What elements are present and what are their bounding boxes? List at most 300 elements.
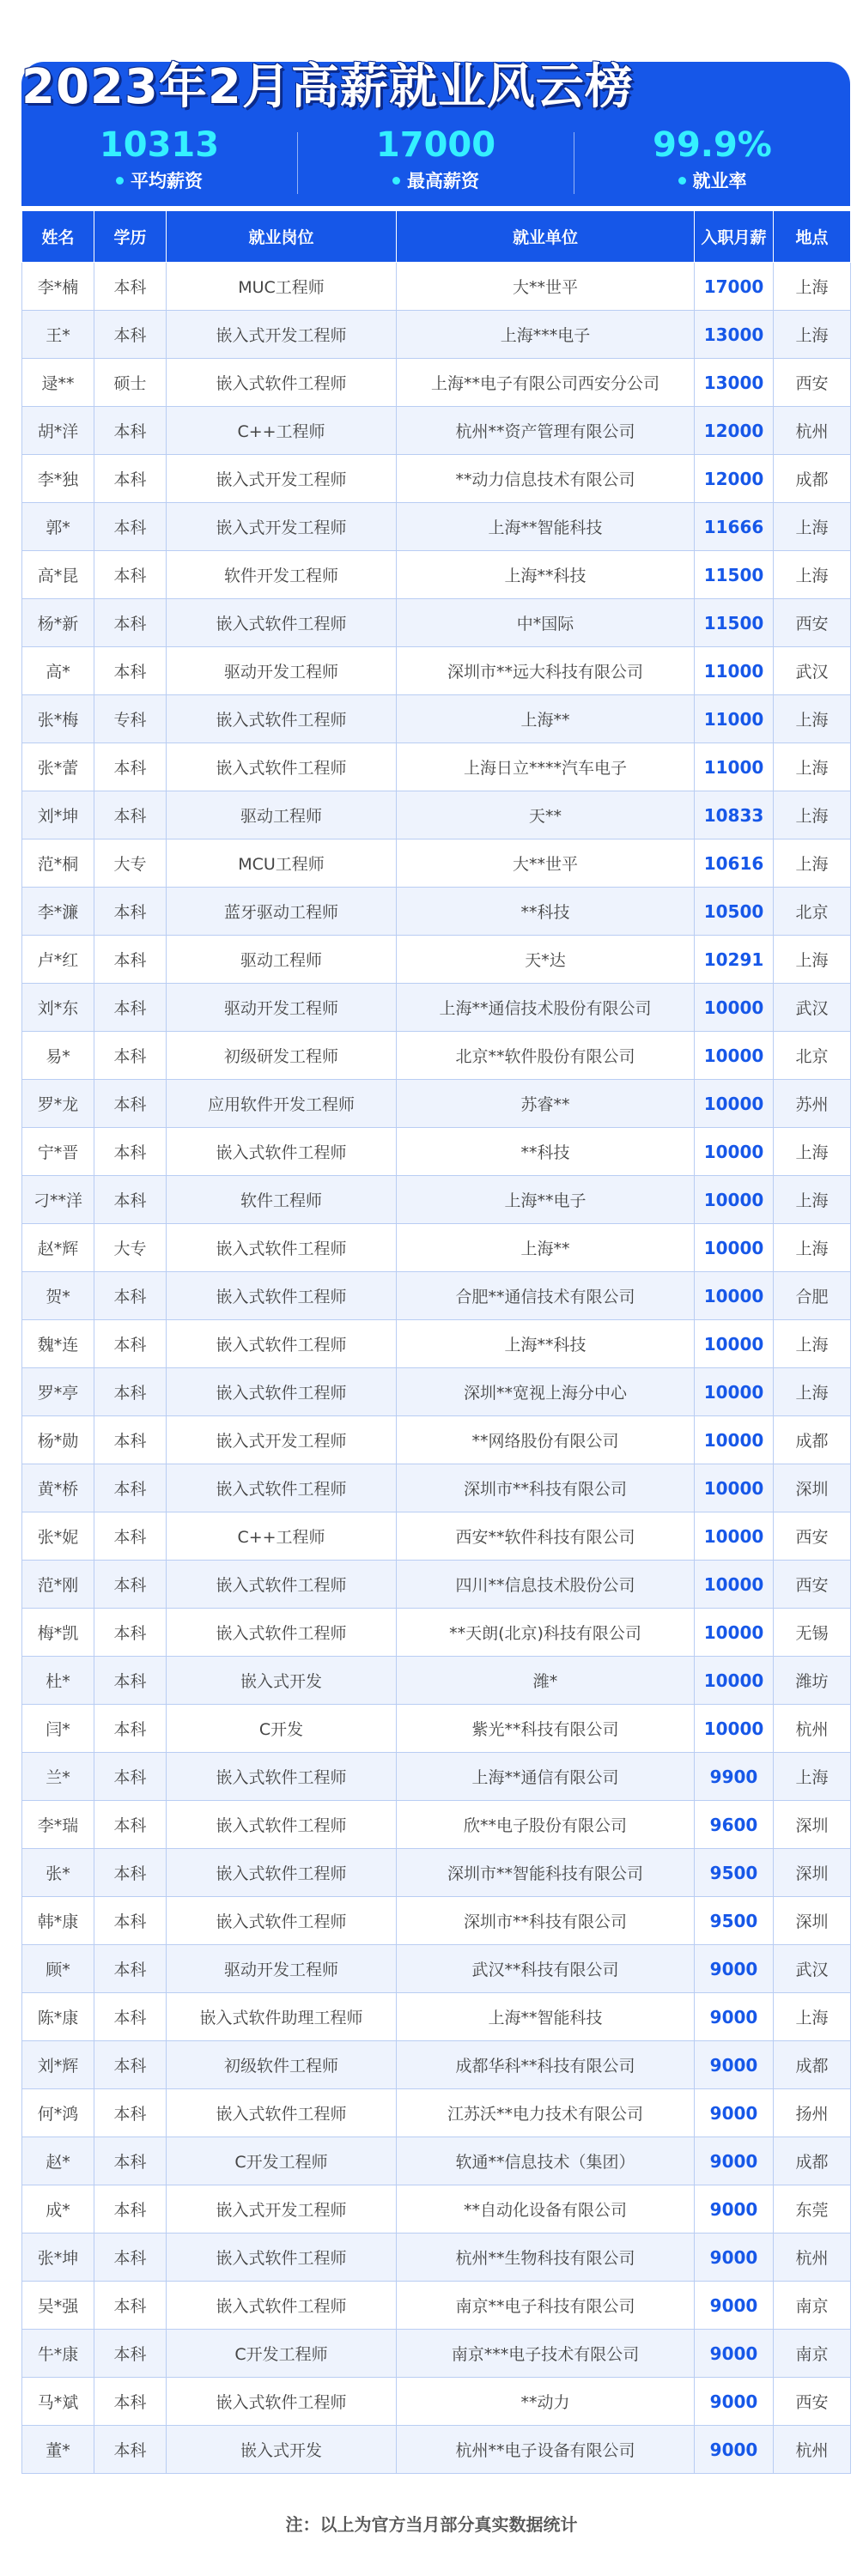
cell-education: 本科 bbox=[94, 263, 167, 311]
cell-employer: 深圳市**科技有限公司 bbox=[397, 1464, 695, 1512]
table-row bbox=[22, 2330, 851, 2378]
table-body bbox=[22, 263, 851, 2474]
cell-location: 南京 bbox=[774, 2282, 851, 2330]
table-row bbox=[22, 1609, 851, 1657]
table-row bbox=[22, 1176, 851, 1224]
cell-employer: 上海** bbox=[397, 695, 695, 743]
cell-position: 嵌入式软件工程师 bbox=[167, 1801, 397, 1849]
cell-location: 成都 bbox=[774, 1416, 851, 1464]
cell-salary: 11000 bbox=[695, 695, 774, 743]
cell-employer: **自动化设备有限公司 bbox=[397, 2185, 695, 2234]
table-row bbox=[22, 599, 851, 647]
bullet-icon bbox=[116, 177, 124, 185]
cell-position: 嵌入式开发工程师 bbox=[167, 503, 397, 551]
cell-education: 本科 bbox=[94, 1897, 167, 1945]
cell-employer: 杭州**生物科技有限公司 bbox=[397, 2234, 695, 2282]
cell-location: 上海 bbox=[774, 1753, 851, 1801]
cell-location: 西安 bbox=[774, 359, 851, 407]
cell-education: 本科 bbox=[94, 1272, 167, 1320]
cell-name: 刘*辉 bbox=[22, 2041, 94, 2089]
cell-location: 上海 bbox=[774, 551, 851, 599]
cell-location: 上海 bbox=[774, 311, 851, 359]
cell-location: 苏州 bbox=[774, 1080, 851, 1128]
cell-position: C开发工程师 bbox=[167, 2137, 397, 2185]
cell-location: 上海 bbox=[774, 695, 851, 743]
cell-name: 黄*桥 bbox=[22, 1464, 94, 1512]
cell-name: 宁*晋 bbox=[22, 1128, 94, 1176]
cell-education: 本科 bbox=[94, 2041, 167, 2089]
cell-salary: 13000 bbox=[695, 311, 774, 359]
cell-education: 本科 bbox=[94, 1320, 167, 1368]
column-header-name: 姓名 bbox=[22, 211, 94, 263]
cell-education: 本科 bbox=[94, 1368, 167, 1416]
cell-name: 赵*辉 bbox=[22, 1224, 94, 1272]
cell-employer: 深圳市**智能科技有限公司 bbox=[397, 1849, 695, 1897]
cell-location: 上海 bbox=[774, 1224, 851, 1272]
cell-position: C开发 bbox=[167, 1705, 397, 1753]
cell-position: C开发工程师 bbox=[167, 2330, 397, 2378]
cell-salary: 10000 bbox=[695, 1609, 774, 1657]
cell-location: 西安 bbox=[774, 599, 851, 647]
cell-employer: 天** bbox=[397, 791, 695, 839]
cell-education: 本科 bbox=[94, 2282, 167, 2330]
cell-name: 闫* bbox=[22, 1705, 94, 1753]
cell-salary: 11000 bbox=[695, 647, 774, 695]
cell-employer: 上海**智能科技 bbox=[397, 503, 695, 551]
cell-education: 本科 bbox=[94, 1080, 167, 1128]
cell-salary: 10000 bbox=[695, 1080, 774, 1128]
cell-name: 张*坤 bbox=[22, 2234, 94, 2282]
cell-location: 武汉 bbox=[774, 647, 851, 695]
cell-education: 本科 bbox=[94, 984, 167, 1032]
cell-position: 嵌入式软件工程师 bbox=[167, 1224, 397, 1272]
cell-name: 成* bbox=[22, 2185, 94, 2234]
cell-name: 董* bbox=[22, 2426, 94, 2474]
cell-location: 北京 bbox=[774, 1032, 851, 1080]
cell-location: 西安 bbox=[774, 2378, 851, 2426]
stat-value: 10313 bbox=[99, 125, 220, 165]
cell-name: 张*妮 bbox=[22, 1512, 94, 1561]
cell-name: 逯** bbox=[22, 359, 94, 407]
cell-location: 合肥 bbox=[774, 1272, 851, 1320]
cell-employer: 上海** bbox=[397, 1224, 695, 1272]
cell-name: 牛*康 bbox=[22, 2330, 94, 2378]
cell-salary: 9000 bbox=[695, 2330, 774, 2378]
table-row bbox=[22, 2234, 851, 2282]
cell-employer: 上海**智能科技 bbox=[397, 1993, 695, 2041]
stat-value: 17000 bbox=[375, 125, 496, 165]
cell-employer: 深圳市**科技有限公司 bbox=[397, 1897, 695, 1945]
cell-position: 嵌入式开发工程师 bbox=[167, 455, 397, 503]
cell-name: 李*独 bbox=[22, 455, 94, 503]
employment-table bbox=[21, 210, 851, 2474]
cell-name: 顾* bbox=[22, 1945, 94, 1993]
cell-location: 成都 bbox=[774, 2137, 851, 2185]
cell-salary: 9000 bbox=[695, 1945, 774, 1993]
cell-location: 上海 bbox=[774, 936, 851, 984]
cell-position: 嵌入式开发工程师 bbox=[167, 1416, 397, 1464]
cell-location: 深圳 bbox=[774, 1801, 851, 1849]
table-row bbox=[22, 1993, 851, 2041]
cell-salary: 10000 bbox=[695, 984, 774, 1032]
cell-employer: 软通**信息技术（集团） bbox=[397, 2137, 695, 2185]
cell-salary: 10000 bbox=[695, 1320, 774, 1368]
cell-education: 本科 bbox=[94, 2185, 167, 2234]
cell-name: 杜* bbox=[22, 1657, 94, 1705]
table-row bbox=[22, 839, 851, 888]
stat-label: 最高薪资 bbox=[407, 171, 479, 191]
cell-position: 软件开发工程师 bbox=[167, 551, 397, 599]
column-header-salary: 入职月薪 bbox=[695, 211, 774, 263]
cell-employer: 欣**电子股份有限公司 bbox=[397, 1801, 695, 1849]
cell-position: 驱动开发工程师 bbox=[167, 984, 397, 1032]
cell-salary: 12000 bbox=[695, 407, 774, 455]
cell-education: 本科 bbox=[94, 455, 167, 503]
cell-salary: 10000 bbox=[695, 1464, 774, 1512]
cell-salary: 9900 bbox=[695, 1753, 774, 1801]
cell-employer: 南京***电子技术有限公司 bbox=[397, 2330, 695, 2378]
cell-position: 嵌入式软件工程师 bbox=[167, 1272, 397, 1320]
cell-location: 上海 bbox=[774, 743, 851, 791]
cell-name: 魏*连 bbox=[22, 1320, 94, 1368]
table-row bbox=[22, 2137, 851, 2185]
cell-location: 深圳 bbox=[774, 1849, 851, 1897]
column-header-education: 学历 bbox=[94, 211, 167, 263]
cell-name: 高*昆 bbox=[22, 551, 94, 599]
cell-education: 本科 bbox=[94, 1464, 167, 1512]
cell-employer: 上海**电子有限公司西安分公司 bbox=[397, 359, 695, 407]
table-row bbox=[22, 2426, 851, 2474]
cell-name: 梅*凯 bbox=[22, 1609, 94, 1657]
cell-name: 罗*亭 bbox=[22, 1368, 94, 1416]
cell-location: 东莞 bbox=[774, 2185, 851, 2234]
cell-salary: 10000 bbox=[695, 1224, 774, 1272]
table-row bbox=[22, 1080, 851, 1128]
cell-position: C++工程师 bbox=[167, 407, 397, 455]
table-row bbox=[22, 647, 851, 695]
table-row bbox=[22, 1657, 851, 1705]
cell-position: 驱动开发工程师 bbox=[167, 1945, 397, 1993]
cell-name: 易* bbox=[22, 1032, 94, 1080]
cell-salary: 9000 bbox=[695, 2378, 774, 2426]
cell-position: 嵌入式软件工程师 bbox=[167, 1753, 397, 1801]
cell-salary: 10000 bbox=[695, 1561, 774, 1609]
cell-name: 兰* bbox=[22, 1753, 94, 1801]
table-row bbox=[22, 1753, 851, 1801]
cell-name: 张*蕾 bbox=[22, 743, 94, 791]
cell-salary: 11666 bbox=[695, 503, 774, 551]
cell-education: 大专 bbox=[94, 1224, 167, 1272]
cell-education: 本科 bbox=[94, 1801, 167, 1849]
cell-education: 本科 bbox=[94, 2330, 167, 2378]
cell-name: 马*斌 bbox=[22, 2378, 94, 2426]
cell-salary: 10616 bbox=[695, 839, 774, 888]
cell-salary: 9000 bbox=[695, 2282, 774, 2330]
cell-location: 北京 bbox=[774, 888, 851, 936]
cell-position: 嵌入式软件工程师 bbox=[167, 599, 397, 647]
cell-name: 张*梅 bbox=[22, 695, 94, 743]
cell-name: 刘*坤 bbox=[22, 791, 94, 839]
cell-salary: 10000 bbox=[695, 1416, 774, 1464]
cell-employer: 紫光**科技有限公司 bbox=[397, 1705, 695, 1753]
cell-education: 大专 bbox=[94, 839, 167, 888]
cell-education: 本科 bbox=[94, 1657, 167, 1705]
cell-employer: **科技 bbox=[397, 1128, 695, 1176]
cell-employer: 上海日立****汽车电子 bbox=[397, 743, 695, 791]
cell-salary: 9000 bbox=[695, 2089, 774, 2137]
stat-label: 就业率 bbox=[692, 171, 747, 191]
cell-name: 韩*康 bbox=[22, 1897, 94, 1945]
cell-salary: 17000 bbox=[695, 263, 774, 311]
cell-name: 胡*洋 bbox=[22, 407, 94, 455]
cell-location: 潍坊 bbox=[774, 1657, 851, 1705]
cell-salary: 9500 bbox=[695, 1897, 774, 1945]
cell-education: 本科 bbox=[94, 2426, 167, 2474]
cell-position: 嵌入式开发工程师 bbox=[167, 2185, 397, 2234]
cell-location: 上海 bbox=[774, 503, 851, 551]
cell-location: 成都 bbox=[774, 455, 851, 503]
cell-employer: 上海**科技 bbox=[397, 551, 695, 599]
cell-employer: 西安**软件科技有限公司 bbox=[397, 1512, 695, 1561]
cell-employer: 中*国际 bbox=[397, 599, 695, 647]
cell-name: 赵* bbox=[22, 2137, 94, 2185]
table-row bbox=[22, 1128, 851, 1176]
cell-education: 本科 bbox=[94, 1128, 167, 1176]
cell-salary: 9000 bbox=[695, 1993, 774, 2041]
table-row bbox=[22, 695, 851, 743]
cell-employer: 武汉**科技有限公司 bbox=[397, 1945, 695, 1993]
cell-name: 吴*强 bbox=[22, 2282, 94, 2330]
cell-salary: 12000 bbox=[695, 455, 774, 503]
stat-value: 99.9% bbox=[653, 125, 772, 165]
cell-education: 本科 bbox=[94, 1032, 167, 1080]
table-row bbox=[22, 2089, 851, 2137]
cell-name: 郭* bbox=[22, 503, 94, 551]
bullet-icon bbox=[678, 177, 686, 185]
table-row bbox=[22, 311, 851, 359]
table-row bbox=[22, 359, 851, 407]
cell-position: 嵌入式软件工程师 bbox=[167, 1464, 397, 1512]
cell-salary: 9000 bbox=[695, 2185, 774, 2234]
stat-average-salary bbox=[21, 120, 297, 206]
cell-position: 嵌入式软件工程师 bbox=[167, 695, 397, 743]
cell-position: 初级软件工程师 bbox=[167, 2041, 397, 2089]
cell-employer: 深圳市**远大科技有限公司 bbox=[397, 647, 695, 695]
table-row bbox=[22, 1897, 851, 1945]
cell-location: 上海 bbox=[774, 1176, 851, 1224]
cell-education: 本科 bbox=[94, 2089, 167, 2137]
cell-location: 成都 bbox=[774, 2041, 851, 2089]
cell-employer: **网络股份有限公司 bbox=[397, 1416, 695, 1464]
cell-name: 卢*红 bbox=[22, 936, 94, 984]
cell-salary: 9600 bbox=[695, 1801, 774, 1849]
table-row bbox=[22, 1464, 851, 1512]
cell-education: 本科 bbox=[94, 551, 167, 599]
cell-position: 驱动工程师 bbox=[167, 791, 397, 839]
cell-salary: 10000 bbox=[695, 1512, 774, 1561]
cell-education: 本科 bbox=[94, 888, 167, 936]
cell-employer: 深圳**宽视上海分中心 bbox=[397, 1368, 695, 1416]
cell-education: 专科 bbox=[94, 695, 167, 743]
column-header-position: 就业岗位 bbox=[167, 211, 397, 263]
cell-location: 上海 bbox=[774, 1128, 851, 1176]
cell-employer: 成都华科**科技有限公司 bbox=[397, 2041, 695, 2089]
column-header-employer: 就业单位 bbox=[397, 211, 695, 263]
cell-education: 本科 bbox=[94, 791, 167, 839]
cell-location: 深圳 bbox=[774, 1897, 851, 1945]
cell-employer: 南京**电子科技有限公司 bbox=[397, 2282, 695, 2330]
cell-education: 本科 bbox=[94, 1993, 167, 2041]
table-row bbox=[22, 2185, 851, 2234]
cell-education: 本科 bbox=[94, 1176, 167, 1224]
table-row bbox=[22, 503, 851, 551]
table-row bbox=[22, 2041, 851, 2089]
table-row bbox=[22, 1801, 851, 1849]
cell-salary: 10000 bbox=[695, 1705, 774, 1753]
table-row bbox=[22, 1512, 851, 1561]
cell-salary: 10000 bbox=[695, 1272, 774, 1320]
cell-employer: 上海**科技 bbox=[397, 1320, 695, 1368]
cell-position: 嵌入式软件助理工程师 bbox=[167, 1993, 397, 2041]
cell-location: 西安 bbox=[774, 1512, 851, 1561]
cell-education: 本科 bbox=[94, 2234, 167, 2282]
cell-employer: **动力 bbox=[397, 2378, 695, 2426]
table-row bbox=[22, 1416, 851, 1464]
cell-name: 张* bbox=[22, 1849, 94, 1897]
cell-salary: 10500 bbox=[695, 888, 774, 936]
cell-position: MCU工程师 bbox=[167, 839, 397, 888]
cell-education: 本科 bbox=[94, 2378, 167, 2426]
cell-employer: 上海**通信有限公司 bbox=[397, 1753, 695, 1801]
table-row bbox=[22, 1849, 851, 1897]
cell-employer: 大**世平 bbox=[397, 263, 695, 311]
cell-employer: 上海**电子 bbox=[397, 1176, 695, 1224]
cell-position: 嵌入式开发 bbox=[167, 2426, 397, 2474]
cell-employer: 天*达 bbox=[397, 936, 695, 984]
cell-position: 驱动开发工程师 bbox=[167, 647, 397, 695]
cell-name: 刘*东 bbox=[22, 984, 94, 1032]
cell-education: 本科 bbox=[94, 1609, 167, 1657]
cell-name: 罗*龙 bbox=[22, 1080, 94, 1128]
cell-salary: 10000 bbox=[695, 1032, 774, 1080]
cell-salary: 11500 bbox=[695, 551, 774, 599]
cell-position: 蓝牙驱动工程师 bbox=[167, 888, 397, 936]
cell-salary: 10000 bbox=[695, 1128, 774, 1176]
table-row bbox=[22, 2282, 851, 2330]
cell-position: C++工程师 bbox=[167, 1512, 397, 1561]
cell-position: 嵌入式软件工程师 bbox=[167, 359, 397, 407]
table-row bbox=[22, 936, 851, 984]
table-row bbox=[22, 743, 851, 791]
table-row bbox=[22, 1945, 851, 1993]
table-row bbox=[22, 455, 851, 503]
cell-location: 西安 bbox=[774, 1561, 851, 1609]
table-row bbox=[22, 551, 851, 599]
cell-position: 初级研发工程师 bbox=[167, 1032, 397, 1080]
cell-location: 上海 bbox=[774, 839, 851, 888]
cell-position: 嵌入式软件工程师 bbox=[167, 1609, 397, 1657]
stats-bar bbox=[21, 120, 850, 206]
cell-education: 本科 bbox=[94, 1416, 167, 1464]
cell-employer: 潍* bbox=[397, 1657, 695, 1705]
cell-location: 杭州 bbox=[774, 407, 851, 455]
cell-location: 上海 bbox=[774, 791, 851, 839]
table-row bbox=[22, 1368, 851, 1416]
cell-name: 杨*新 bbox=[22, 599, 94, 647]
cell-employer: 江苏沃**电力技术有限公司 bbox=[397, 2089, 695, 2137]
page-title bbox=[21, 53, 634, 122]
cell-education: 本科 bbox=[94, 2137, 167, 2185]
cell-name: 何*鸿 bbox=[22, 2089, 94, 2137]
table-row bbox=[22, 1032, 851, 1080]
cell-employer: 杭州**电子设备有限公司 bbox=[397, 2426, 695, 2474]
stat-label: 平均薪资 bbox=[131, 171, 203, 191]
cell-position: 嵌入式软件工程师 bbox=[167, 1320, 397, 1368]
cell-salary: 9000 bbox=[695, 2234, 774, 2282]
cell-salary: 10833 bbox=[695, 791, 774, 839]
cell-education: 本科 bbox=[94, 647, 167, 695]
cell-name: 杨*勋 bbox=[22, 1416, 94, 1464]
cell-employer: **动力信息技术有限公司 bbox=[397, 455, 695, 503]
stat-max-salary bbox=[298, 120, 574, 206]
cell-name: 王* bbox=[22, 311, 94, 359]
cell-education: 本科 bbox=[94, 1753, 167, 1801]
cell-location: 武汉 bbox=[774, 984, 851, 1032]
cell-education: 本科 bbox=[94, 1705, 167, 1753]
bullet-icon bbox=[392, 177, 400, 185]
cell-name: 陈*康 bbox=[22, 1993, 94, 2041]
cell-salary: 13000 bbox=[695, 359, 774, 407]
cell-education: 本科 bbox=[94, 503, 167, 551]
cell-name: 李*瑞 bbox=[22, 1801, 94, 1849]
cell-salary: 10291 bbox=[695, 936, 774, 984]
table-row bbox=[22, 1272, 851, 1320]
cell-education: 本科 bbox=[94, 311, 167, 359]
cell-employer: 杭州**资产管理有限公司 bbox=[397, 407, 695, 455]
cell-name: 贺* bbox=[22, 1272, 94, 1320]
cell-salary: 9000 bbox=[695, 2137, 774, 2185]
cell-salary: 9000 bbox=[695, 2041, 774, 2089]
cell-position: 应用软件开发工程师 bbox=[167, 1080, 397, 1128]
table-row bbox=[22, 1320, 851, 1368]
cell-position: 嵌入式软件工程师 bbox=[167, 2282, 397, 2330]
cell-location: 杭州 bbox=[774, 2426, 851, 2474]
column-header-location: 地点 bbox=[774, 211, 851, 263]
footer-note: 注：以上为官方当月部分真实数据统计 bbox=[285, 2514, 578, 2535]
cell-location: 武汉 bbox=[774, 1945, 851, 1993]
cell-employer: 大**世平 bbox=[397, 839, 695, 888]
table-row bbox=[22, 791, 851, 839]
cell-salary: 9500 bbox=[695, 1849, 774, 1897]
cell-name: 范*桐 bbox=[22, 839, 94, 888]
cell-education: 本科 bbox=[94, 1512, 167, 1561]
cell-education: 本科 bbox=[94, 743, 167, 791]
cell-education: 本科 bbox=[94, 407, 167, 455]
cell-position: 嵌入式软件工程师 bbox=[167, 1849, 397, 1897]
cell-location: 杭州 bbox=[774, 2234, 851, 2282]
cell-position: 软件工程师 bbox=[167, 1176, 397, 1224]
cell-position: 嵌入式软件工程师 bbox=[167, 2378, 397, 2426]
stat-employment-rate bbox=[574, 120, 850, 206]
cell-education: 硕士 bbox=[94, 359, 167, 407]
table-header-row bbox=[22, 211, 851, 263]
cell-salary: 9000 bbox=[695, 2426, 774, 2474]
cell-employer: 上海**通信技术股份有限公司 bbox=[397, 984, 695, 1032]
cell-employer: 上海***电子 bbox=[397, 311, 695, 359]
table-row bbox=[22, 1705, 851, 1753]
cell-position: 嵌入式软件工程师 bbox=[167, 1128, 397, 1176]
cell-education: 本科 bbox=[94, 599, 167, 647]
